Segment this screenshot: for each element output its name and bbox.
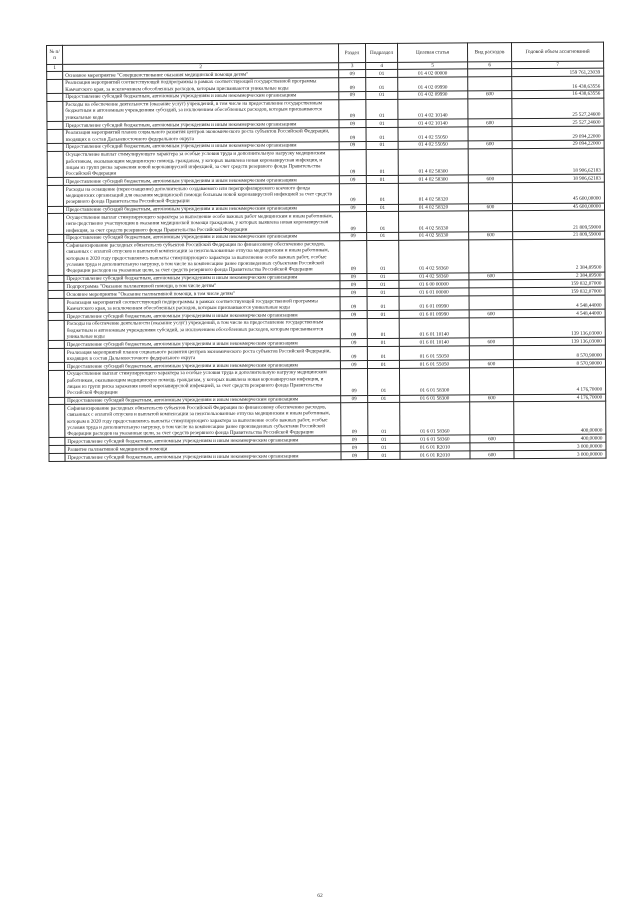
row-section-cell: 09 <box>340 281 367 289</box>
row-amount-cell: 21 809,59000 <box>513 211 605 232</box>
row-subsection-cell: 01 <box>366 141 398 149</box>
table-body <box>47 68 606 461</box>
row-subsection-cell: 01 <box>367 240 399 273</box>
row-name-cell: Основное мероприятие "Оказание паллиативной помощи, в том числе детям" <box>64 289 340 298</box>
row-amount-cell: 45 600,00000 <box>512 203 604 211</box>
row-number-cell <box>48 283 64 291</box>
row-name-cell: Предоставление субсидий бюджетным, автономным учреждениям и иным некоммерческим организациям <box>65 395 341 404</box>
row-number-cell <box>48 234 64 242</box>
row-target-item-cell: 01 6 01 10140 <box>399 338 469 346</box>
row-expense-type-cell: 600 <box>468 119 512 127</box>
column-index: 1 <box>47 64 63 71</box>
row-subsection-cell: 01 <box>366 119 398 127</box>
row-subsection-cell: 01 <box>366 77 398 91</box>
row-expense-type-cell: 600 <box>469 360 513 368</box>
row-amount-cell: 3 000,00000 <box>514 442 606 450</box>
row-number-cell <box>47 129 63 143</box>
row-amount-cell: 45 600,00000 <box>512 182 604 203</box>
row-section-cell: 09 <box>341 436 368 444</box>
row-name-cell: Предоставление субсидий бюджетным, автономным учреждениям и иным некоммерческим организациям <box>63 120 339 129</box>
row-section-cell: 09 <box>339 184 366 205</box>
row-target-item-cell: 01 4 02 55050 <box>398 141 468 149</box>
row-expense-type-cell <box>470 402 514 435</box>
row-subsection-cell: 01 <box>367 212 399 233</box>
row-target-item-cell: 01 4 02 55050 <box>398 127 468 142</box>
row-name-cell: Предоставление субсидий бюджетным, автономным учреждениям и иным некоммерческим организациям <box>64 311 340 320</box>
row-target-item-cell: 01 4 02 00000 <box>398 69 468 77</box>
row-target-item-cell: 01 4 02 58300 <box>398 175 468 183</box>
row-expense-type-cell: 600 <box>470 451 514 459</box>
column-index: 7 <box>512 61 604 69</box>
row-section-cell: 09 <box>339 204 366 212</box>
row-name-cell: Реализация мероприятий планов социального развития центров экономического роста субъектов Российской Федерации, входящих в состав Дальневосточного федерального округа <box>63 128 339 144</box>
row-target-item-cell: 01 6 01 R2010 <box>400 451 470 459</box>
column-header-subsection: Подраздел <box>365 43 397 62</box>
row-section-cell: 09 <box>339 120 366 128</box>
row-target-item-cell: 01 4 02 09990 <box>398 91 468 99</box>
row-amount-cell: 159 832,07000 <box>513 279 605 287</box>
row-expense-type-cell <box>469 368 513 395</box>
row-amount-cell: 29 094,22000 <box>512 126 604 141</box>
row-name-cell: Реализация мероприятий планов социального развития центров экономического роста субъектов Российской Федерации, входящих в состав Дальневосточного федерального округа <box>64 347 340 363</box>
row-expense-type-cell <box>468 76 512 90</box>
row-name-cell: Предоставление субсидий бюджетным, автономным учреждениям и иным некоммерческим организациям <box>65 436 341 445</box>
row-section-cell: 09 <box>339 77 366 91</box>
row-name-cell: Предоставление субсидий бюджетным, автономным учреждениям и иным некоммерческим организациям <box>64 339 340 348</box>
row-number-cell <box>47 206 63 214</box>
row-name-cell: Софинансирование расходных обязательств субъектов Российской Федерации по финансовому обеспечению расходов, связанных с оплатой отпусков и выплатой компенсации за неиспользованные отпуска медицинским и иным работникам, которым в 2020 году предоставлялись выплаты стимулирующего характера за выполнение особо важных работ, особые условия труда и дополнительную нагрузку, в том числе на компенсацию ранее произведенных субъектами Российской Федерации расходов на указанные цели, за счет средств резервного фонда Правительства Российской Федерации <box>64 240 340 275</box>
row-number-cell <box>48 298 64 312</box>
row-section-cell: 09 <box>339 142 366 150</box>
row-expense-type-cell: 600 <box>468 175 512 183</box>
row-subsection-cell: 01 <box>366 69 398 77</box>
row-section-cell: 09 <box>341 403 368 436</box>
row-number-cell <box>48 320 64 340</box>
row-subsection-cell: 01 <box>366 204 398 212</box>
row-name-cell: Подпрограмма "Оказание паллиативной помощи, в том числе детям" <box>64 281 340 290</box>
column-index: 5 <box>398 62 468 69</box>
row-section-cell: 09 <box>340 361 367 369</box>
row-amount-cell: 29 094,22000 <box>512 140 604 148</box>
row-subsection-cell: 01 <box>367 346 399 360</box>
row-target-item-cell: 01 6 01 58300 <box>400 395 470 403</box>
column-index: 6 <box>468 62 512 69</box>
column-header-target-item: Целевая статья <box>397 43 467 62</box>
row-subsection-cell: 01 <box>366 99 398 120</box>
row-subsection-cell: 01 <box>368 395 400 403</box>
row-target-item-cell: 01 6 01 09990 <box>399 296 469 311</box>
row-subsection-cell: 01 <box>367 339 399 347</box>
row-name-cell: Основное мероприятие "Совершенствование оказания медицинской помощи детям" <box>63 70 339 79</box>
row-target-item-cell: 01 6 01 55050 <box>399 360 469 368</box>
budget-allocation-table <box>46 42 607 462</box>
row-number-cell <box>49 405 65 438</box>
column-header-number: № п/п <box>47 45 63 64</box>
column-index: 2 <box>63 63 339 72</box>
row-section-cell: 09 <box>340 339 367 347</box>
row-expense-type-cell: 600 <box>470 435 514 443</box>
row-amount-cell: 25 527,24600 <box>512 118 604 126</box>
row-subsection-cell: 01 <box>367 232 399 240</box>
row-expense-type-cell <box>469 296 513 310</box>
row-amount-cell: 159 832,07000 <box>513 287 605 295</box>
row-subsection-cell: 01 <box>366 184 398 205</box>
row-section-cell: 09 <box>339 149 366 176</box>
row-target-item-cell: 01 4 02 58330 <box>399 232 469 240</box>
row-subsection-cell: 01 <box>368 444 400 452</box>
row-subsection-cell: 01 <box>367 318 399 339</box>
row-section-cell: 09 <box>340 347 367 361</box>
row-amount-cell: 139 136,03000 <box>513 317 605 338</box>
row-subsection-cell: 01 <box>366 149 398 176</box>
row-target-item-cell: 01 6 00 00000 <box>399 280 469 288</box>
row-name-cell: Расходы на оснащение (переоснащение) дополнительно создаваемого или перепрофилируемого коечного фонда медицинских организаций для оказания медицинской помощи больным новой коронавирусной инфекцией за счет средств резервного фонда Правительства Российской Федерации <box>63 184 339 206</box>
row-expense-type-cell: 600 <box>469 231 513 239</box>
row-number-cell <box>48 370 64 397</box>
row-subsection-cell: 01 <box>367 296 399 310</box>
row-target-item-cell: 01 4 02 09990 <box>398 77 468 92</box>
row-number-cell <box>48 291 64 299</box>
row-number-cell <box>48 275 64 283</box>
row-section-cell: 09 <box>341 452 368 460</box>
row-subsection-cell: 01 <box>366 176 398 184</box>
row-name-cell: Предоставление субсидий бюджетным, автономным учреждениям и иным некоммерческим организациям <box>63 176 339 185</box>
row-amount-cell: 8 570,90000 <box>513 345 605 360</box>
row-target-item-cell: 01 4 02 58320 <box>398 183 468 204</box>
row-target-item-cell: 01 6 01 58360 <box>400 435 470 443</box>
row-section-cell: 09 <box>339 91 366 99</box>
row-amount-cell: 159 761,23039 <box>512 68 604 76</box>
row-subsection-cell: 01 <box>368 403 400 436</box>
row-name-cell: Предоставление субсидий бюджетным, автономным учреждениям и иным некоммерческим организациям <box>64 361 340 370</box>
row-target-item-cell: 01 6 01 09990 <box>399 310 469 318</box>
row-expense-type-cell <box>469 318 513 339</box>
page-number: 62 <box>317 893 323 899</box>
row-name-cell: Реализация мероприятий соответствующей подпрограммы в рамках соответствующей государственной программы Камчатского края, за исключением обособленных расходов, которым присваиваются уникальные коды <box>64 297 340 313</box>
row-section-cell: 09 <box>340 212 367 233</box>
column-index: 4 <box>366 62 398 69</box>
row-number-cell <box>47 101 63 121</box>
row-target-item-cell: 01 4 02 58320 <box>398 204 468 212</box>
table-row <box>47 148 604 178</box>
row-amount-cell: 21 809,59000 <box>513 231 605 239</box>
column-header-name <box>63 44 339 65</box>
row-expense-type-cell <box>468 98 512 119</box>
row-number-cell <box>49 438 65 446</box>
row-section-cell: 09 <box>339 127 366 141</box>
row-number-cell <box>48 348 64 362</box>
row-name-cell: Предоставление субсидий бюджетным, автономным учреждениям и иным некоммерческим организациям <box>64 273 340 282</box>
row-section-cell: 09 <box>339 70 366 78</box>
row-number-cell <box>48 312 64 320</box>
row-name-cell: Расходы на обеспечение деятельности (оказание услуг) учреждений, в том числе на предоставление государственным бюджетным и автономным учреждениям субсидий, за исключением обособленных расходов, которым присваиваются уникальные коды <box>63 99 339 121</box>
row-number-cell <box>49 453 65 461</box>
row-subsection-cell: 01 <box>368 436 400 444</box>
row-number-cell <box>47 71 63 79</box>
row-expense-type-cell: 600 <box>470 394 514 402</box>
row-section-cell: 09 <box>339 176 366 184</box>
row-target-item-cell: 01 6 01 58360 <box>400 402 470 435</box>
row-amount-cell: 16 438,63556 <box>512 90 604 98</box>
row-number-cell <box>47 121 63 129</box>
row-amount-cell: 4 176,70000 <box>513 367 605 394</box>
table-row <box>48 367 605 397</box>
column-header-expense-type: Вид расходов <box>467 43 511 62</box>
row-subsection-cell: 01 <box>368 451 400 459</box>
row-section-cell: 09 <box>340 273 367 281</box>
row-section-cell: 09 <box>340 240 367 273</box>
row-amount-cell: 18 906,62183 <box>512 175 604 183</box>
row-section-cell: 09 <box>341 395 368 403</box>
row-target-item-cell: 01 6 01 55050 <box>399 346 469 361</box>
row-number-cell <box>48 363 64 371</box>
row-subsection-cell: 01 <box>367 273 399 281</box>
table-row <box>48 239 605 275</box>
row-amount-cell: 400,00000 <box>514 402 606 436</box>
row-amount-cell: 2 384,89500 <box>513 272 605 280</box>
row-number-cell <box>49 397 65 405</box>
row-expense-type-cell <box>468 148 512 175</box>
row-target-item-cell: 01 6 01 10140 <box>399 318 469 339</box>
row-number-cell <box>48 341 64 349</box>
column-index: 3 <box>339 63 366 70</box>
row-expense-type-cell: 600 <box>468 91 512 99</box>
row-amount-cell: 2 384,89500 <box>513 239 605 273</box>
row-section-cell: 09 <box>340 297 367 311</box>
row-target-item-cell: 01 4 02 10140 <box>398 99 468 120</box>
row-target-item-cell: 01 4 02 10140 <box>398 119 468 127</box>
row-name-cell: Развитие паллиативной медицинской помощи <box>65 444 341 453</box>
row-name-cell: Осуществление выплат стимулирующего характера за особые условия труда и дополнительную нагрузку медицинским работникам, оказывающим медицинскую помощь гражданам, у которых выявлена новая коронавирусная инфекция, и лицам из групп риска заражения новой коронавирусной инфекцией, за счет средств резервного фонда Правительства Российской Федерации <box>64 369 340 397</box>
row-expense-type-cell: 600 <box>468 203 512 211</box>
row-name-cell: Расходы на обеспечение деятельности (оказание услуг) учреждений, в том числе на предоставление государственным бюджетным и автономным учреждениям субсидий, за исключением обособленных расходов, которым присваиваются уникальные коды <box>64 319 340 341</box>
row-section-cell: 09 <box>340 289 367 297</box>
row-amount-cell: 25 527,24600 <box>512 98 604 119</box>
row-target-item-cell: 01 4 02 58360 <box>399 273 469 281</box>
row-expense-type-cell: 600 <box>468 141 512 149</box>
row-name-cell: Осуществление выплат стимулирующего характера за выполнение особо важных работ медицинским и иным работникам, непосредственно участвующим в оказании медицинской помощи гражданам, у которых выявлена новая коронавирусная инфекция, за счет средств резервного фонда Правительства Российской Федерации <box>64 212 340 234</box>
row-number-cell <box>49 446 65 454</box>
row-target-item-cell: 01 6 01 00000 <box>399 288 469 296</box>
row-target-item-cell: 01 4 02 58330 <box>399 211 469 232</box>
row-number-cell <box>47 186 63 206</box>
row-section-cell: 09 <box>341 444 368 452</box>
row-number-cell <box>47 93 63 101</box>
row-amount-cell: 8 570,90000 <box>513 359 605 367</box>
row-number-cell <box>48 242 64 275</box>
table-row <box>49 402 606 438</box>
row-number-cell <box>47 79 63 93</box>
row-number-cell <box>48 214 64 234</box>
row-amount-cell: 3 000,00000 <box>514 450 606 458</box>
row-subsection-cell: 01 <box>367 281 399 289</box>
row-subsection-cell: 01 <box>367 361 399 369</box>
row-amount-cell: 18 906,62183 <box>512 148 604 175</box>
row-number-cell <box>47 151 63 178</box>
row-name-cell: Предоставление субсидий бюджетным, автономным учреждениям и иным некоммерческим организациям <box>64 233 340 242</box>
row-target-item-cell: 01 6 01 58300 <box>399 368 469 395</box>
row-number-cell <box>47 143 63 151</box>
row-expense-type-cell: 600 <box>469 338 513 346</box>
row-section-cell: 09 <box>340 232 367 240</box>
row-section-cell: 09 <box>340 318 367 339</box>
row-expense-type-cell <box>469 211 513 232</box>
row-amount-cell: 16 438,63556 <box>512 76 604 91</box>
row-section-cell: 09 <box>340 369 367 396</box>
row-amount-cell: 4 548,44000 <box>513 309 605 317</box>
row-amount-cell: 400,00000 <box>514 435 606 443</box>
row-subsection-cell: 01 <box>367 289 399 297</box>
row-expense-type-cell <box>468 183 512 204</box>
row-target-item-cell: 01 4 02 58300 <box>398 149 468 176</box>
row-subsection-cell: 01 <box>366 91 398 99</box>
row-expense-type-cell: 600 <box>469 272 513 280</box>
row-amount-cell: 4 548,44000 <box>513 295 605 310</box>
row-name-cell: Софинансирование расходных обязательств субъектов Российской Федерации по финансовому обеспечению расходов, связанных с оплатой отпусков и выплатой компенсации за неиспользованные отпуска медицинским и иным работникам, которым в 2020 году предоставлялись выплаты стимулирующего характера за выполнение особо важных работ, особые условия труда и дополнительную нагрузку, в том числе на компенсацию ранее произведенных субъектами Российской Федерации расходов на указанные цели, за счет средств резервного фонда Правительства Российской Федерации <box>65 403 341 438</box>
row-expense-type-cell <box>468 127 512 141</box>
column-header-annual-amount: Годовой объем ассигнований <box>511 42 603 62</box>
column-header-section: Раздел <box>338 44 365 63</box>
row-name-cell: Предоставление субсидий бюджетным, автономным учреждениям и иным некоммерческим организациям <box>65 452 341 461</box>
row-amount-cell: 139 136,03000 <box>513 337 605 345</box>
row-expense-type-cell <box>469 239 513 272</box>
row-number-cell <box>47 178 63 186</box>
row-name-cell: Предоставление субсидий бюджетным, автономным учреждениям и иным некоммерческим организациям <box>63 142 339 151</box>
row-target-item-cell: 01 6 01 R2010 <box>400 443 470 451</box>
row-expense-type-cell: 600 <box>469 310 513 318</box>
table-header <box>47 42 604 71</box>
row-name-cell: Реализация мероприятий соответствующей подпрограммы в рамках соответствующей государственной программы Камчатского края, за исключением обособленных расходов, которым присваиваются уникальные коды <box>63 78 339 94</box>
row-subsection-cell: 01 <box>367 368 399 395</box>
row-name-cell: Предоставление субсидий бюджетным, автономным учреждениям и иным некоммерческим организациям <box>63 204 339 213</box>
row-section-cell: 09 <box>340 311 367 319</box>
row-amount-cell: 4 176,70000 <box>514 394 606 402</box>
row-target-item-cell: 01 4 02 58360 <box>399 240 469 273</box>
row-name-cell: Осуществление выплат стимулирующего характера за особые условия труда и дополнительную нагрузку медицинским работникам, оказывающим медицинскую помощь гражданам, у которых выявлена новая коронавирусная инфекция, и лицам из групп риска заражения новой коронавирусной инфекцией, за счет средств резервного фонда Правительства Российской Федерации <box>63 149 339 177</box>
row-subsection-cell: 01 <box>366 127 398 141</box>
row-name-cell: Предоставление субсидий бюджетным, автономным учреждениям и иным некоммерческим организациям <box>63 92 339 101</box>
row-subsection-cell: 01 <box>367 310 399 318</box>
row-section-cell: 09 <box>339 99 366 120</box>
row-expense-type-cell <box>469 346 513 360</box>
